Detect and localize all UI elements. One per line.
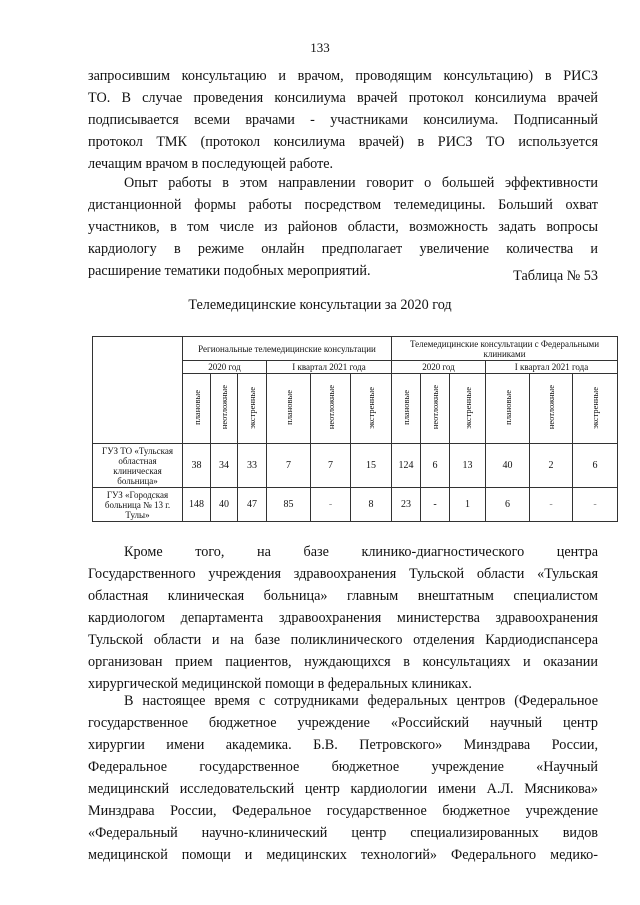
table-cell: 34 <box>211 444 238 488</box>
table-cell: - <box>573 488 618 522</box>
text-line: участников, в том числе из районов области, возможность задать вопросы <box>88 219 598 235</box>
table-cell: 6 <box>486 488 530 522</box>
text-line: областная клиническая больница» главным внештатным специалистом <box>88 588 598 604</box>
table-cell: 7 <box>311 444 351 488</box>
table-cell: 148 <box>183 488 211 522</box>
table-cell: 85 <box>267 488 311 522</box>
period-header: I квартал 2021 года <box>486 361 618 374</box>
text-line: Опыт работы в этом направлении говорит о большей эффективности <box>124 175 598 191</box>
table-cell: - <box>421 488 450 522</box>
paragraph-3 <box>88 541 598 695</box>
subheader-cell <box>421 374 450 444</box>
text-line: государственное бюджетное учреждение «Российский научный центр <box>88 715 598 731</box>
table-cell: 33 <box>238 444 267 488</box>
text-line: хирургической медицинской помощи в федеральных клиниках. <box>88 676 472 692</box>
table-cell: 8 <box>351 488 392 522</box>
text-line: ТО. В случае проведения консилиума врачей протокол консилиума врачей <box>88 90 598 106</box>
subheader-label: плановые <box>502 390 513 425</box>
table-cell: 40 <box>211 488 238 522</box>
table-cell: 40 <box>486 444 530 488</box>
table-cell: 1 <box>450 488 486 522</box>
text-line: Тульской области и на базе поликлинического отделения Кардиодиспансера <box>88 632 598 648</box>
subheader-cell <box>183 374 211 444</box>
text-line: Минздрава России, Федеральное государственное бюджетное учреждение <box>88 803 598 819</box>
text-line: «Федеральный научно-клинический центр специализированных видов <box>88 825 598 841</box>
table-cell: - <box>311 488 351 522</box>
subheader-label: неотложные <box>430 385 440 430</box>
text-line: Федеральное государственное бюджетное учреждение «Научный <box>88 759 598 775</box>
text-line: дистанционной формы работы посредством телемедицины. Больший охват <box>88 197 598 213</box>
corner-cell <box>93 337 183 444</box>
table-label: Таблица № 53 <box>513 268 598 284</box>
subheader-label: экстренные <box>590 386 600 429</box>
text-line: расширение тематики подобных мероприятий. <box>88 263 371 279</box>
subheader-label: неотложные <box>325 385 336 430</box>
text-line: кардиологом департамента здравоохранения министерства здравоохранения <box>88 610 598 626</box>
table-title: Телемедицинские консультации за 2020 год <box>188 297 452 313</box>
table-cell: 6 <box>573 444 618 488</box>
text-line: запросившим консультацию и врачом, проводящим консультацию) в РИСЗ <box>88 68 598 84</box>
row-header: ГУЗ ТО «Тульская областная клиническая больница» <box>93 444 183 488</box>
text-line: лечащим врачом в последующей работе. <box>88 156 334 172</box>
table-cell: 7 <box>267 444 311 488</box>
text-line: протокол ТМК (протокол консилиума врачей) в РИСЗ ТО используется <box>88 134 598 150</box>
subheader-label: экстренные <box>366 386 376 429</box>
table-row <box>93 444 618 488</box>
period-header: I квартал 2021 года <box>267 361 392 374</box>
group-header-regional: Региональные телемедицинские консультации <box>183 337 392 361</box>
subheader-label: экстренные <box>462 386 473 429</box>
table-cell: 2 <box>530 444 573 488</box>
paragraph-2 <box>88 172 598 282</box>
subheader-label: плановые <box>283 390 294 425</box>
table-cell: 47 <box>238 488 267 522</box>
period-header: 2020 год <box>392 361 486 374</box>
page-number: 133 <box>310 40 330 55</box>
subheader-label: экстренные <box>247 386 257 429</box>
subheader-label: плановые <box>401 390 411 425</box>
subheader-cell <box>267 374 311 444</box>
table-row <box>93 488 618 522</box>
period-header: 2020 год <box>183 361 267 374</box>
text-line: В настоящее время с сотрудниками федеральных центров (Федеральное <box>124 693 598 709</box>
table-cell: 13 <box>450 444 486 488</box>
table-cell: 38 <box>183 444 211 488</box>
paragraph-4 <box>88 690 598 866</box>
paragraph-1 <box>88 65 598 175</box>
table-cell: 6 <box>421 444 450 488</box>
table-cell: 124 <box>392 444 421 488</box>
text-line: организован прием пациентов, нуждающихся в консультациях и оказании <box>88 654 598 670</box>
text-line: Государственного учреждения здравоохранения Тульской области «Тульская <box>88 566 598 582</box>
subheader-cell <box>392 374 421 444</box>
subheader-cell <box>238 374 267 444</box>
subheader-cell <box>573 374 618 444</box>
text-line: медицинской помощи и медицинских технологий» Федерального медико- <box>88 847 598 863</box>
table-cell: - <box>530 488 573 522</box>
subheader-cell <box>486 374 530 444</box>
telemedicine-table <box>92 336 618 522</box>
row-header: ГУЗ «Городская больница № 13 г. Тулы» <box>93 488 183 522</box>
text-line: Кроме того, на базе клинико-диагностического центра <box>124 544 598 560</box>
subheader-label: плановые <box>191 390 202 425</box>
subheader-cell <box>530 374 573 444</box>
text-line: хирургии имени академика. Б.В. Петровского» Минздрава России, <box>88 737 598 753</box>
text-line: подписывается всеми врачами - участниками консилиума. Подписанный <box>88 112 598 128</box>
text-line: кардиологу в режиме онлайн предполагает увеличение количества и <box>88 241 598 257</box>
subheader-cell <box>311 374 351 444</box>
table-cell: 23 <box>392 488 421 522</box>
group-header-federal: Телемедицинские консультации с Федеральными клиниками <box>392 337 618 361</box>
subheader-cell <box>211 374 238 444</box>
table-cell: 15 <box>351 444 392 488</box>
text-line: медицинский исследовательский центр кардиологии имени А.Л. Мясникова» <box>88 781 598 797</box>
subheader-cell <box>450 374 486 444</box>
subheader-label: неотложные <box>546 385 556 430</box>
subheader-cell <box>351 374 392 444</box>
subheader-label: неотложные <box>219 385 229 430</box>
